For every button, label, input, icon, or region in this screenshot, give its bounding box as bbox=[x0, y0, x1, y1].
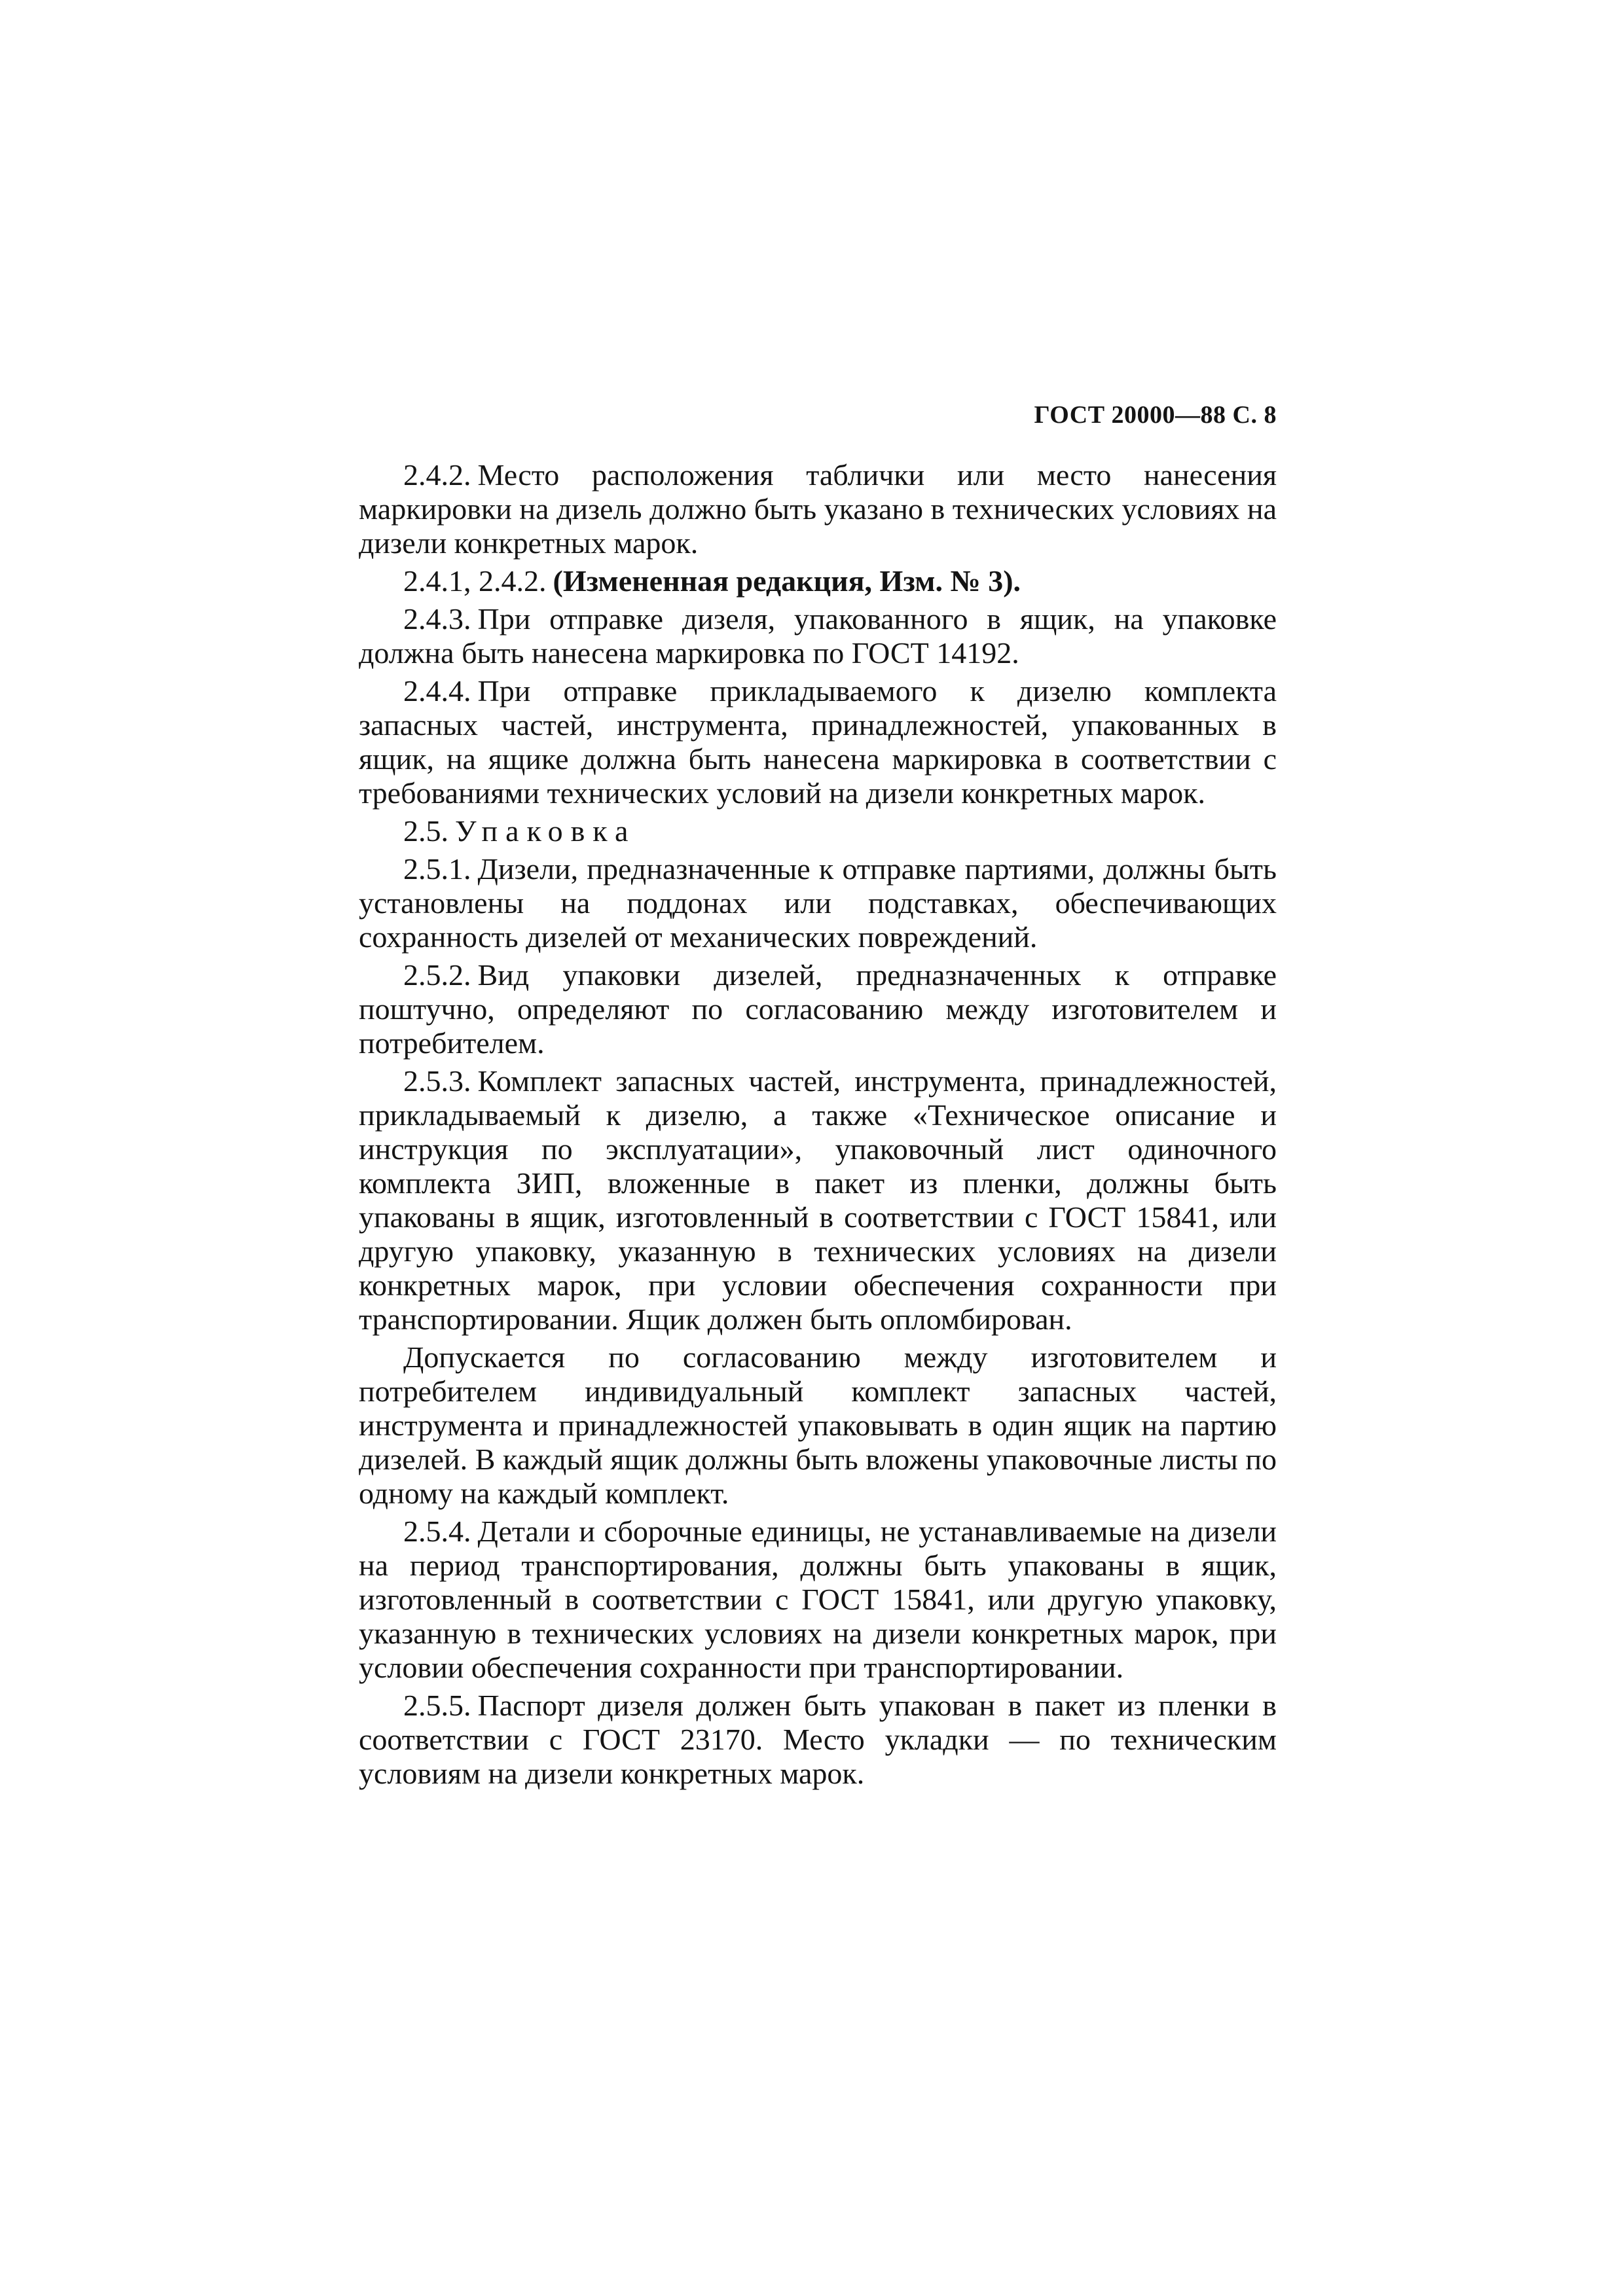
paragraph-text: Комплект запасных частей, инструмента, принадлежностей, прикладываемый к дизелю, а также «Техническое описание и инструкция по эксплуатации», упаковочный лист одиночного комплекта ЗИП, вложенные в пакет из пленки, должны быть упакованы в ящик, изготовленный в соответствии с ГОСТ 15841, или другую упаковку, указанную в технических условиях на дизели конкретных марок, при условии обеспечения сохранности при транспортировании. Ящик должен быть опломбирован. bbox=[359, 1064, 1277, 1336]
paragraph-text: При отправке дизеля, упакованного в ящик, на упаковке должна быть нанесена маркировка по ГОСТ 14192. bbox=[359, 602, 1277, 670]
clause-number: 2.5.3. bbox=[403, 1064, 471, 1098]
document-body bbox=[359, 458, 1277, 1795]
paragraph-text: При отправке прикладываемого к дизелю комплекта запасных частей, инструмента, принадлежностей, упакованных в ящик, на ящике должна быть нанесена маркировка в соответствии с требованиями технических условий на дизели конкретных марок. bbox=[359, 674, 1277, 810]
section-heading-2-5 bbox=[359, 814, 1277, 848]
paragraph-2-5-3-continued bbox=[359, 1340, 1277, 1511]
amendment-note: (Измененная редакция, Изм. № 3). bbox=[553, 564, 1021, 598]
paragraph-2-4-3 bbox=[359, 602, 1277, 670]
section-title: Упаковка bbox=[455, 814, 636, 848]
paragraph-text: Допускается по согласованию между изготовителем и потребителем индивидуальный комплект запасных частей, инструмента и принадлежностей упаковывать в один ящик на партию дизелей. В каждый ящик должны быть вложены упаковочные листы по одному на каждый комплект. bbox=[359, 1340, 1277, 1510]
paragraph-text: Место расположения таблички или место нанесения маркировки на дизель должно быть указано в технических условиях на дизели конкретных марок. bbox=[359, 458, 1277, 560]
clause-number: 2.5.2. bbox=[403, 958, 471, 992]
paragraph-text: Детали и сборочные единицы, не устанавливаемые на дизели на период транспортирования, должны быть упакованы в ящик, изготовленный в соответствии с ГОСТ 15841, или другую упаковку, указанную в технических условиях на дизели конкретных марок, при условии обеспечения сохранности при транспортировании. bbox=[359, 1515, 1277, 1684]
clause-number: 2.5.4. bbox=[403, 1515, 471, 1548]
clause-number: 2.4.1, 2.4.2. bbox=[403, 564, 547, 598]
clause-number: 2.5.1. bbox=[403, 852, 471, 886]
paragraph-2-5-3 bbox=[359, 1064, 1277, 1336]
paragraph-2-5-5 bbox=[359, 1689, 1277, 1791]
paragraph-2-5-2 bbox=[359, 958, 1277, 1060]
running-header: ГОСТ 20000—88 С. 8 bbox=[1034, 401, 1277, 429]
paragraph-amendment-note bbox=[359, 564, 1277, 598]
paragraph-2-4-2 bbox=[359, 458, 1277, 560]
paragraph-text: Вид упаковки дизелей, предназначенных к отправке поштучно, определяют по согласованию между изготовителем и потребителем. bbox=[359, 958, 1277, 1060]
paragraph-2-5-4 bbox=[359, 1515, 1277, 1685]
paragraph-text: Паспорт дизеля должен быть упакован в пакет из пленки в соответствии с ГОСТ 23170. Место укладки — по техническим условиям на дизели конкретных марок. bbox=[359, 1689, 1277, 1790]
paragraph-2-5-1 bbox=[359, 852, 1277, 954]
paragraph-2-4-4 bbox=[359, 674, 1277, 810]
paragraph-text: Дизели, предназначенные к отправке партиями, должны быть установлены на поддонах или подставках, обеспечивающих сохранность дизелей от механических повреждений. bbox=[359, 852, 1277, 954]
clause-number: 2.5. bbox=[403, 814, 448, 848]
clause-number: 2.4.4. bbox=[403, 674, 471, 708]
clause-number: 2.4.3. bbox=[403, 602, 471, 636]
clause-number: 2.5.5. bbox=[403, 1689, 471, 1722]
clause-number: 2.4.2. bbox=[403, 458, 471, 492]
